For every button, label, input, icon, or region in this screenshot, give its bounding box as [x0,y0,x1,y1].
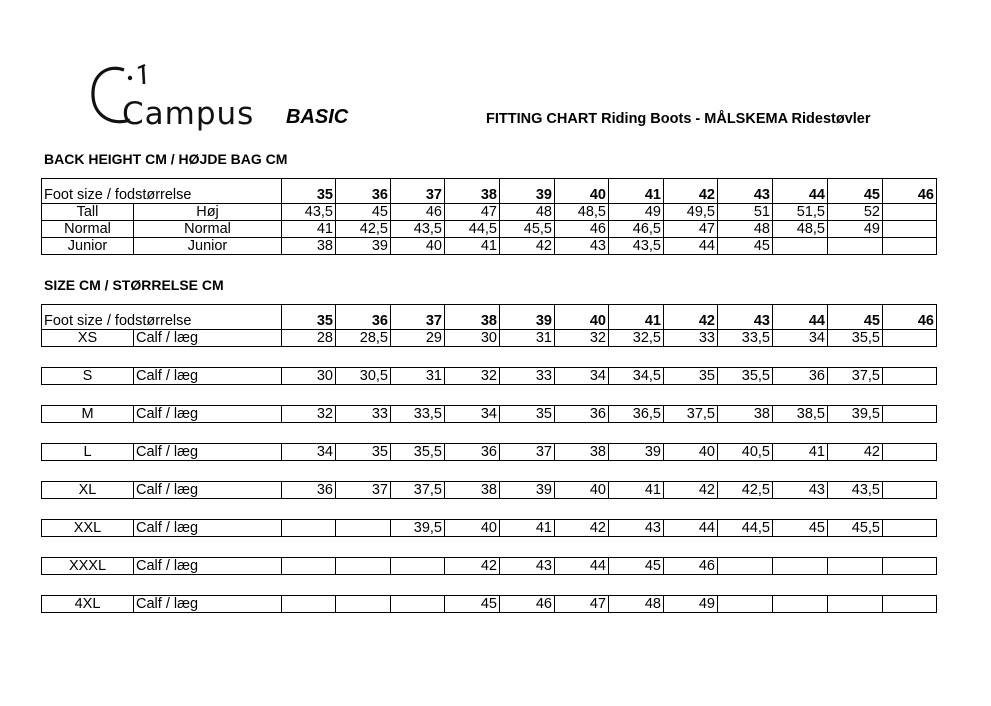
spacer-cell [42,537,937,558]
value-cell: 46 [391,204,445,221]
value-cell: 46 [500,596,555,613]
value-cell: 43 [555,238,609,255]
value-cell: 51 [718,204,773,221]
value-cell: 35,5 [391,444,445,461]
value-cell: 40 [555,482,609,499]
value-cell [391,558,445,575]
size-header-cell: 44 [773,305,828,330]
size-header-cell: 42 [664,305,718,330]
row-name-cell: L [42,444,134,461]
value-cell: 47 [555,596,609,613]
table-row [42,596,937,613]
value-cell: 42 [555,520,609,537]
value-cell [883,204,937,221]
value-cell [773,238,828,255]
size-header-cell: 45 [828,179,883,204]
value-cell: 36 [282,482,336,499]
value-cell: 28,5 [336,330,391,347]
size-header-cell: 40 [555,305,609,330]
row-label-cell: Calf / læg [134,558,282,575]
value-cell: 35,5 [828,330,883,347]
size-header-cell: 39 [500,305,555,330]
size-header-cell: 38 [445,179,500,204]
row-spacer [42,347,937,368]
table-row [42,368,937,385]
value-cell [883,238,937,255]
page-title: FITTING CHART Riding Boots - MÅLSKEMA Ridestøvler [486,111,871,127]
value-cell: 52 [828,204,883,221]
campus-logo [90,60,255,135]
row-name-cell: XXL [42,520,134,537]
value-cell: 32 [445,368,500,385]
value-cell [828,558,883,575]
value-cell: 47 [445,204,500,221]
value-cell [718,558,773,575]
value-cell: 45 [445,596,500,613]
value-cell: 39 [609,444,664,461]
table-row [42,558,937,575]
size-header-cell: 41 [609,179,664,204]
value-cell: 31 [391,368,445,385]
row-name-cell: XL [42,482,134,499]
value-cell: 45,5 [828,520,883,537]
value-cell: 36 [445,444,500,461]
table-row [42,406,937,423]
size-header-cell: 37 [391,305,445,330]
value-cell: 48,5 [773,221,828,238]
value-cell: 42 [828,444,883,461]
value-cell [718,596,773,613]
value-cell: 40 [391,238,445,255]
table-row [42,238,937,255]
value-cell: 34 [445,406,500,423]
row-name-cell: 4XL [42,596,134,613]
row-label-cell: Calf / læg [134,330,282,347]
size-header-cell: 35 [282,179,336,204]
value-cell: 36 [555,406,609,423]
value-cell: 33,5 [718,330,773,347]
value-cell: 33 [664,330,718,347]
table-row [42,520,937,537]
value-cell [828,238,883,255]
row-label-cell: Junior [134,238,282,255]
row-label-cell: Normal [134,221,282,238]
value-cell: 41 [282,221,336,238]
calf-size-title: SIZE CM / STØRRELSE CM [44,277,224,293]
value-cell: 49,5 [664,204,718,221]
value-cell [883,221,937,238]
foot-size-label: Foot size / fodstørrelse [42,305,282,330]
value-cell: 49 [609,204,664,221]
size-header-cell: 42 [664,179,718,204]
value-cell: 45 [718,238,773,255]
size-header-cell: 35 [282,305,336,330]
value-cell [883,406,937,423]
value-cell [883,482,937,499]
value-cell: 38,5 [773,406,828,423]
row-spacer [42,537,937,558]
value-cell: 32 [555,330,609,347]
value-cell: 37,5 [391,482,445,499]
value-cell: 51,5 [773,204,828,221]
value-cell: 45,5 [500,221,555,238]
value-cell: 33 [500,368,555,385]
brand-name: Campus [122,96,255,132]
value-cell: 34 [555,368,609,385]
value-cell: 33,5 [391,406,445,423]
value-cell [883,596,937,613]
value-cell: 43,5 [828,482,883,499]
value-cell: 38 [282,238,336,255]
value-cell: 46 [664,558,718,575]
value-cell: 38 [718,406,773,423]
value-cell: 40 [664,444,718,461]
value-cell: 34 [282,444,336,461]
header-row [42,305,937,330]
row-spacer [42,461,937,482]
value-cell [883,558,937,575]
table-row [42,444,937,461]
row-name-cell: S [42,368,134,385]
size-header-cell: 43 [718,179,773,204]
value-cell [391,596,445,613]
value-cell: 45 [773,520,828,537]
size-header-cell: 45 [828,305,883,330]
value-cell [883,444,937,461]
value-cell: 44 [664,238,718,255]
value-cell: 36 [773,368,828,385]
value-cell: 43,5 [282,204,336,221]
size-header-cell: 40 [555,179,609,204]
value-cell: 45 [336,204,391,221]
value-cell: 48,5 [555,204,609,221]
header-row [42,179,937,204]
row-name-cell: Tall [42,204,134,221]
size-header-cell: 41 [609,305,664,330]
value-cell: 44,5 [445,221,500,238]
value-cell: 37,5 [664,406,718,423]
spacer-cell [42,385,937,406]
value-cell: 39 [336,238,391,255]
value-cell: 31 [500,330,555,347]
row-label-cell: Høj [134,204,282,221]
value-cell: 46,5 [609,221,664,238]
value-cell: 48 [500,204,555,221]
value-cell: 38 [445,482,500,499]
foot-size-label: Foot size / fodstørrelse [42,179,282,204]
value-cell: 41 [609,482,664,499]
value-cell [773,596,828,613]
value-cell: 32,5 [609,330,664,347]
value-cell: 47 [664,221,718,238]
row-name-cell: Normal [42,221,134,238]
value-cell: 41 [445,238,500,255]
value-cell: 36,5 [609,406,664,423]
row-label-cell: Calf / læg [134,482,282,499]
value-cell: 48 [609,596,664,613]
value-cell [336,558,391,575]
value-cell: 35,5 [718,368,773,385]
back-height-title: BACK HEIGHT CM / HØJDE BAG CM [44,151,288,167]
value-cell: 45 [609,558,664,575]
row-spacer [42,499,937,520]
size-header-cell: 44 [773,179,828,204]
size-header-cell: 36 [336,179,391,204]
row-spacer [42,385,937,406]
spacer-cell [42,461,937,482]
edition-label: BASIC [286,106,349,128]
calf-size-table [41,304,937,613]
spacer-cell [42,423,937,444]
value-cell [282,558,336,575]
value-cell: 41 [500,520,555,537]
row-name-cell: XS [42,330,134,347]
value-cell: 43 [609,520,664,537]
value-cell: 42 [445,558,500,575]
size-header-cell: 46 [883,305,937,330]
value-cell: 42,5 [718,482,773,499]
value-cell [828,596,883,613]
spacer-cell [42,347,937,368]
value-cell: 32 [282,406,336,423]
row-label-cell: Calf / læg [134,406,282,423]
value-cell: 49 [828,221,883,238]
row-label-cell: Calf / læg [134,596,282,613]
size-header-cell: 39 [500,179,555,204]
value-cell [883,368,937,385]
table-row [42,330,937,347]
value-cell: 37 [500,444,555,461]
value-cell: 38 [555,444,609,461]
value-cell [282,596,336,613]
row-label-cell: Calf / læg [134,520,282,537]
value-cell: 41 [773,444,828,461]
row-name-cell: M [42,406,134,423]
size-header-cell: 38 [445,305,500,330]
value-cell [336,596,391,613]
value-cell: 29 [391,330,445,347]
value-cell [282,520,336,537]
value-cell: 44 [664,520,718,537]
value-cell: 42 [664,482,718,499]
value-cell: 35 [336,444,391,461]
value-cell: 37 [336,482,391,499]
row-name-cell: Junior [42,238,134,255]
value-cell: 34,5 [609,368,664,385]
value-cell: 44 [555,558,609,575]
back-height-table [41,178,937,255]
value-cell: 48 [718,221,773,238]
value-cell: 30,5 [336,368,391,385]
value-cell [336,520,391,537]
value-cell: 40 [445,520,500,537]
table-row [42,482,937,499]
value-cell: 28 [282,330,336,347]
value-cell: 35 [500,406,555,423]
value-cell: 43,5 [391,221,445,238]
row-spacer [42,575,937,596]
row-name-cell: XXXL [42,558,134,575]
value-cell: 42,5 [336,221,391,238]
value-cell: 39,5 [391,520,445,537]
value-cell: 43,5 [609,238,664,255]
value-cell: 42 [500,238,555,255]
value-cell: 49 [664,596,718,613]
value-cell [883,330,937,347]
value-cell [773,558,828,575]
value-cell: 37,5 [828,368,883,385]
value-cell: 39 [500,482,555,499]
size-header-cell: 37 [391,179,445,204]
value-cell: 43 [500,558,555,575]
value-cell: 46 [555,221,609,238]
value-cell: 40,5 [718,444,773,461]
size-header-cell: 43 [718,305,773,330]
table-row [42,221,937,238]
value-cell: 34 [773,330,828,347]
row-spacer [42,423,937,444]
table-row [42,204,937,221]
row-label-cell: Calf / læg [134,368,282,385]
value-cell: 33 [336,406,391,423]
row-label-cell: Calf / læg [134,444,282,461]
spacer-cell [42,575,937,596]
value-cell [883,520,937,537]
size-header-cell: 36 [336,305,391,330]
value-cell: 35 [664,368,718,385]
value-cell: 44,5 [718,520,773,537]
value-cell: 43 [773,482,828,499]
spacer-cell [42,499,937,520]
value-cell: 30 [445,330,500,347]
value-cell: 30 [282,368,336,385]
value-cell: 39,5 [828,406,883,423]
size-header-cell: 46 [883,179,937,204]
